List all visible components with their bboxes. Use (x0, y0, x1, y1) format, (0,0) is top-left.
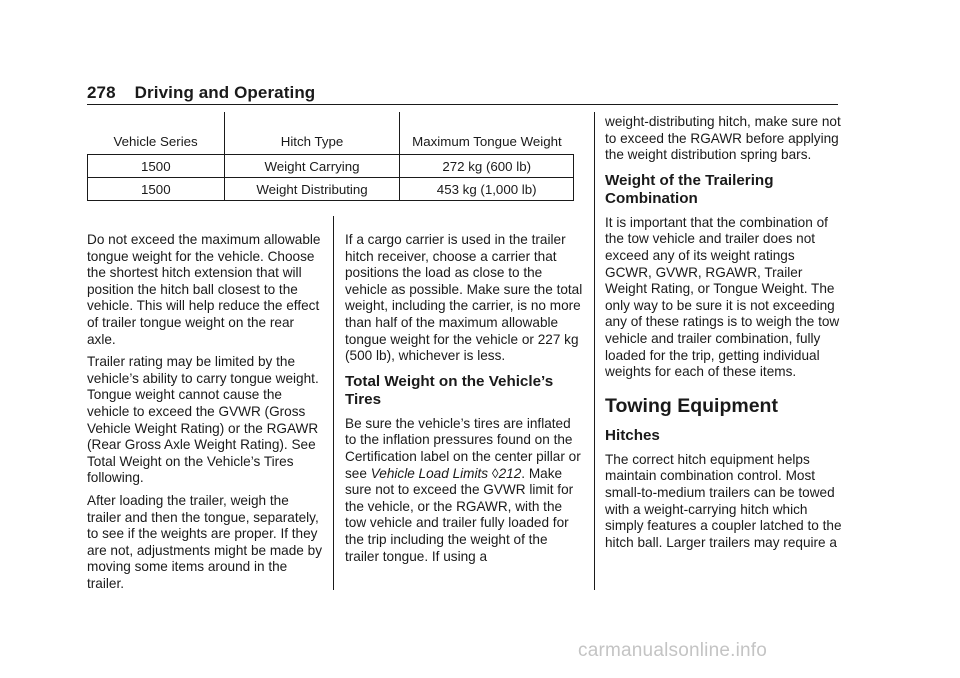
table-cell: Weight Carrying (224, 155, 400, 178)
table-row (88, 155, 574, 178)
text-column-3 (605, 114, 845, 557)
table-cell: 1500 (88, 178, 225, 201)
paragraph: weight-distributing hitch, make sure not to exceed the RGAWR before applying the weight distribution spring bars. (605, 114, 841, 163)
text-column-2 (345, 232, 585, 571)
column-divider (594, 112, 595, 590)
watermark: carmanualsonline.info (578, 640, 768, 661)
paragraph: The correct hitch equipment helps maintain combination control. Most small-to-medium trailers can be towed with a weight-carrying hitch which simply features a coupler latched to the hitch ball. Larger trailers may require a (605, 451, 842, 550)
paragraph: After loading the trailer, weigh the trailer and then the tongue, separately, to see if the weights are proper. If they are not, adjustments might be made by moving some items around in the trailer. (87, 492, 322, 591)
text-column-1 (87, 232, 323, 598)
table-cell: 272 kg (600 lb) (400, 155, 574, 178)
subsection-heading: Hitches (605, 426, 660, 444)
page-ref-icon: ◊ (491, 465, 499, 481)
tongue-weight-table (87, 112, 574, 201)
header-rule (87, 104, 838, 105)
table-cell: Weight Distributing (224, 178, 400, 201)
paragraph (345, 416, 585, 565)
subsection-heading: Weight of the Trailering Combination (605, 171, 774, 207)
page-header (87, 83, 315, 103)
page-title: Driving and Operating (134, 83, 316, 102)
paragraph: Trailer rating may be limited by the vehicle’s ability to carry tongue weight. Tongue weight cannot cause the vehicle to exceed the GVWR (Gross Vehicle Weight Rating) or the RGAWR (Rear Gross Axle Weight Rating). See Total Weight on the Vehicle’s Tires following. (87, 354, 319, 486)
page-number: 278 (87, 83, 116, 102)
cross-reference-link[interactable]: Vehicle Load Limits (370, 465, 489, 481)
paragraph-text: Be sure the vehicle’s tires are inflated to the inflation pressures found on the Certification label on the center pillar or see (345, 415, 581, 481)
paragraph-text: . Make sure not to exceed the GVWR limit for the vehicle, or the RGAWR, with the tow vehicle and trailer fully loaded for the trip including the weight of the trailer tongue. If using a (345, 465, 574, 564)
table-row (88, 178, 574, 201)
subsection-heading: Total Weight on the Vehicle’s Tires (345, 372, 554, 408)
table-header-cell: Maximum Tongue Weight (400, 112, 574, 155)
table-header-row (88, 112, 574, 155)
section-heading: Towing Equipment (605, 394, 778, 417)
table-header-cell: Vehicle Series (88, 112, 225, 155)
paragraph: Do not exceed the maximum allowable tongue weight for the vehicle. Choose the shortest hitch extension that will position the hitch ball closest to the vehicle. This will help reduce the effect of trailer tongue weight on the rear axle. (87, 232, 321, 347)
table-cell: 453 kg (1,000 lb) (400, 178, 574, 201)
table-header-cell: Hitch Type (224, 112, 400, 155)
paragraph: If a cargo carrier is used in the trailer hitch receiver, choose a carrier that positions the load as close to the vehicle as possible. Make sure the total weight, including the carrier, is no more than half of the maximum allowable tongue weight for the vehicle or 227 kg (500 lb), whichever is less. (345, 232, 583, 364)
table-cell: 1500 (88, 155, 225, 178)
paragraph: It is important that the combination of the tow vehicle and trailer does not exceed any of its weight ratings GCWR, GVWR, RGAWR, Trailer Weight Rating, or Tongue Weight. The only way to be sure it is not exceeding any of these ratings is to weigh the tow vehicle and trailer combination, fully loaded for the trip, getting individual weights for each of these items. (605, 214, 844, 380)
page-reference[interactable]: 212 (498, 465, 522, 481)
column-divider (333, 216, 334, 590)
